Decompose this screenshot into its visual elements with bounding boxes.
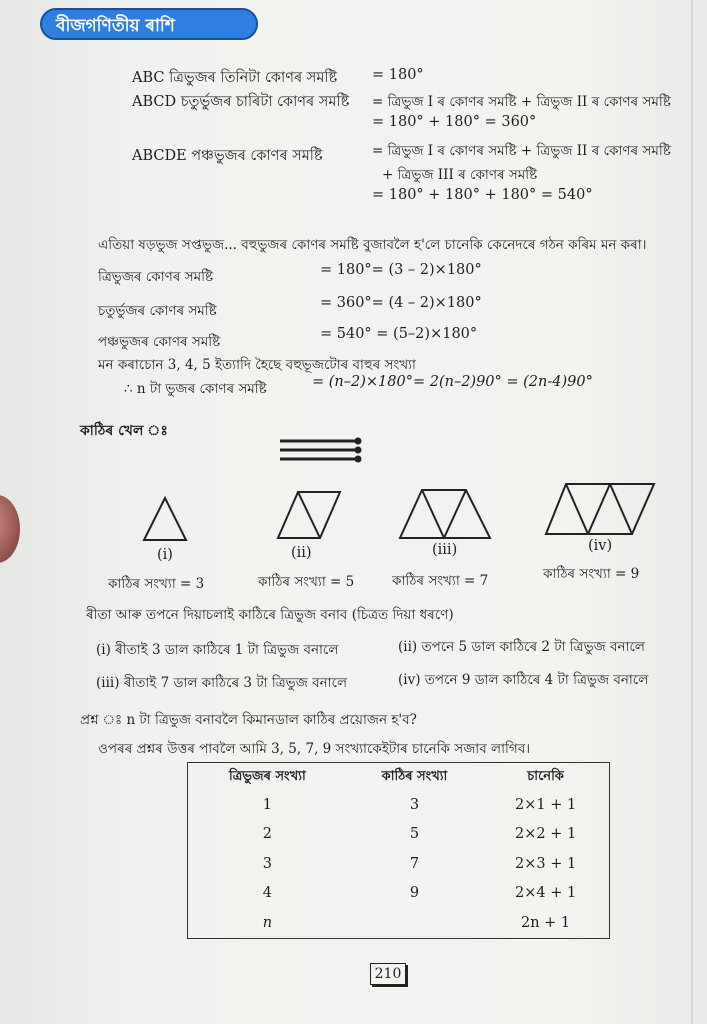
table-row bbox=[188, 849, 610, 879]
note-line: মন কৰাচোন 3, 4, 5 ইত্যাদি হৈছে বহুভূজটোৰ বাহুৰ সংখ্যা bbox=[98, 357, 416, 373]
abcde-line3: = 180° + 180° + 180° = 540° bbox=[372, 187, 593, 203]
table-row bbox=[188, 879, 610, 909]
table-cell: n bbox=[262, 915, 273, 932]
abcde-line1: = ত্ৰিভুজ I ৰ কোণৰ সমষ্টি + ত্ৰিভুজ II ৰ কোণৰ সমষ্টি bbox=[372, 143, 671, 159]
table-cell: 3 bbox=[262, 855, 272, 872]
answer-hint: ওপৰৰ প্ৰশ্নৰ উত্তৰ পাবলৈ আমি 3, 5, 7, 9 সংখ্যাকেইটাৰ চানেকি সজাব লাগিব। bbox=[98, 741, 531, 757]
question: প্ৰশ্ন ঃ n টা ত্ৰিভুজ বনাবলৈ কিমানডাল কাঠিৰ প্ৰয়োজন হ'ব? bbox=[80, 712, 417, 728]
formula-label-1: ত্ৰিভুজৰ কোণৰ সমষ্টি bbox=[98, 269, 214, 285]
abcde-line2: + ত্ৰিভুজ III ৰ কোণৰ সমষ্টি bbox=[382, 167, 538, 183]
table-cell: 2×3 + 1 bbox=[514, 855, 577, 872]
chapter-title-banner: বীজগণিতীয় ৰাশি bbox=[40, 8, 258, 40]
stick-game-heading: কাঠিৰ খেল ঃ bbox=[80, 423, 168, 439]
table-cell: 2×2 + 1 bbox=[514, 826, 577, 843]
intro-line: এতিয়া ষড়ভুজ সপ্তভুজ... বহুভুজৰ কোণৰ সমষ্টি বুজাবলৈ হ'লে চানেকি কেনেদৰে গঠন কৰিম মন কৰা। bbox=[98, 237, 647, 253]
triangle-figure-2 bbox=[274, 488, 346, 542]
table-header: কাঠিৰ সংখ্যা bbox=[381, 769, 448, 784]
triangle-figure-1 bbox=[140, 494, 192, 544]
table-cell: 2×1 + 1 bbox=[514, 796, 577, 813]
table-cell: 7 bbox=[409, 855, 420, 872]
table-cell: 9 bbox=[409, 885, 420, 902]
step-1: (i) ৰীতাই 3 ডাল কাঠিৰে 1 টা ত্ৰিভুজ বনালে bbox=[96, 642, 339, 658]
table-header-row bbox=[188, 763, 610, 791]
table-row bbox=[188, 908, 610, 938]
step-4: (iv) তপনে 9 ডাল কাঠিৰে 4 টা ত্ৰিভুজ বনালে bbox=[398, 672, 649, 688]
figure-numeral-4: (iv) bbox=[588, 538, 613, 554]
formula-value-2: = 360°= (4 – 2)×180° bbox=[320, 295, 482, 311]
figure-caption-1: কাঠিৰ সংখ্যা = 3 bbox=[108, 576, 205, 592]
figure-numeral-3: (iii) bbox=[432, 542, 458, 558]
table-cell bbox=[347, 908, 482, 938]
table-cell: 2n + 1 bbox=[521, 915, 571, 932]
abcd-label: ABCD চতুৰ্ভুজৰ চাৰিটা কোণৰ সমষ্টি bbox=[132, 94, 350, 110]
formula-label-3: পঞ্চভুজৰ কোণৰ সমষ্টি bbox=[98, 334, 221, 350]
figure-caption-4: কাঠিৰ সংখ্যা = 9 bbox=[543, 566, 640, 582]
table-cell: 3 bbox=[409, 796, 420, 813]
triangle-figure-3 bbox=[396, 486, 494, 542]
n-gon-value: = (n–2)×180°= 2(n–2)90° = (2n-4)90° bbox=[312, 374, 593, 390]
abcd-line2: = 180° + 180° = 360° bbox=[372, 114, 537, 130]
table-cell: 2×4 + 1 bbox=[514, 885, 577, 902]
game-intro: ৰীতা আৰু তপনে দিয়াচলাই কাঠিৰে ত্ৰিভুজ বনাব (চিত্ৰত দিয়া ধৰণে) bbox=[86, 607, 454, 623]
abc-value: = 180° bbox=[372, 67, 424, 83]
figure-caption-2: কাঠিৰ সংখ্যা = 5 bbox=[258, 574, 355, 590]
pattern-table bbox=[187, 762, 610, 939]
formula-value-3: = 540° = (5–2)×180° bbox=[320, 326, 478, 342]
table-header: চানেকি bbox=[527, 769, 564, 784]
table-header: ত্ৰিভুজৰ সংখ্যা bbox=[229, 769, 306, 784]
table-row bbox=[188, 790, 610, 820]
table-cell: 4 bbox=[262, 885, 272, 902]
page-number: 210 bbox=[370, 963, 406, 985]
step-3: (iii) ৰীতাই 7 ডাল কাঠিৰে 3 টা ত্ৰিভুজ বনালে bbox=[96, 675, 348, 691]
abc-label: ABC ত্ৰিভুজৰ তিনিটা কোণৰ সমষ্টি bbox=[132, 70, 338, 86]
thumb bbox=[0, 495, 20, 563]
table-cell: 5 bbox=[409, 826, 420, 843]
figure-numeral-1: (i) bbox=[157, 547, 173, 563]
n-gon-label: ∴ n টা ভুজৰ কোণৰ সমষ্টি bbox=[124, 381, 267, 397]
step-2: (ii) তপনে 5 ডাল কাঠিৰে 2 টা ত্ৰিভুজ বনালে bbox=[398, 639, 645, 655]
formula-label-2: চতুৰ্ভুজৰ কোণৰ সমষ্টি bbox=[98, 303, 217, 319]
formula-value-1: = 180°= (3 – 2)×180° bbox=[320, 262, 482, 278]
table-cell: 1 bbox=[262, 796, 272, 813]
table-row bbox=[188, 820, 610, 850]
matchsticks-icon bbox=[278, 436, 364, 466]
triangle-figure-4 bbox=[542, 480, 658, 538]
page-edge bbox=[691, 0, 693, 1024]
abcd-line1: = ত্ৰিভুজ I ৰ কোণৰ সমষ্টি + ত্ৰিভুজ II ৰ কোণৰ সমষ্টি bbox=[372, 94, 671, 110]
figure-numeral-2: (ii) bbox=[291, 545, 312, 561]
abcde-label: ABCDE পঞ্চভুজৰ কোণৰ সমষ্টি bbox=[132, 148, 323, 164]
table-cell: 2 bbox=[262, 826, 272, 843]
figure-caption-3: কাঠিৰ সংখ্যা = 7 bbox=[392, 573, 489, 589]
